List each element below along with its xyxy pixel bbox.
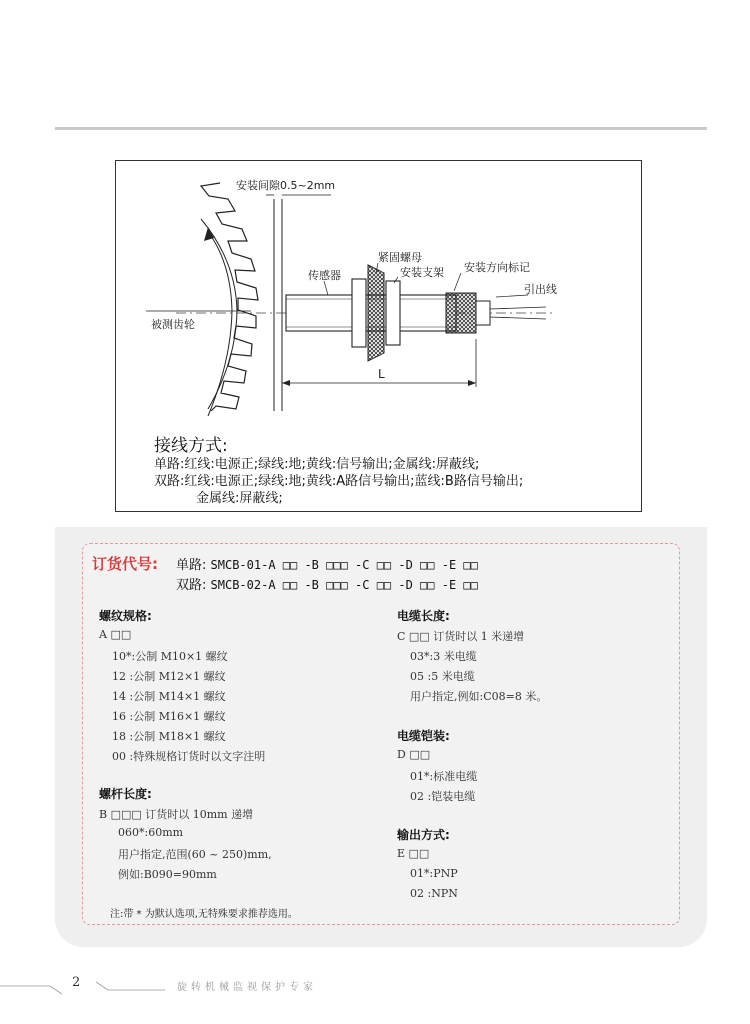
rod-item: 060*:60mm — [118, 826, 184, 839]
thread-item: 16 :公制 M16×1 螺纹 — [112, 710, 226, 723]
gear-label: 被测齿轮 — [151, 318, 195, 331]
nut-label: 紧固螺母 — [378, 251, 422, 264]
rod-item: 用户指定,范围(60 ~ 250)mm, — [118, 848, 272, 861]
armor-item: 02 :铠装电缆 — [410, 790, 476, 803]
page-number: 2 — [72, 975, 81, 990]
top-divider — [55, 127, 707, 130]
rod-code: B □□□ 订货时以 10mm 递增 — [99, 808, 254, 821]
dual-label: 双路: — [176, 578, 207, 593]
output-item: 01*:PNP — [410, 867, 458, 880]
cable-length-heading: 电缆长度: — [397, 609, 450, 623]
direction-mark-label: 安装方向标记 — [464, 261, 530, 274]
thread-item: 10*:公制 M10×1 螺纹 — [112, 650, 228, 663]
wiring-single: 单路:红线:电源正;绿线:地;黄线:信号输出;金属线:屏蔽线; — [154, 457, 480, 472]
output-item: 02 :NPN — [410, 887, 458, 900]
thread-code: A □□ — [99, 628, 132, 641]
footer-slogan: 旋转机械监视保护专家 — [177, 982, 317, 993]
cable-length-item: 用户指定,例如:C08=8 米。 — [410, 690, 548, 703]
footer-lines — [0, 966, 200, 996]
sensor-label: 传感器 — [308, 269, 341, 282]
single-code: SMCB-01-A □□ -B □□□ -C □□ -D □□ -E □□ — [210, 558, 478, 572]
armor-code: D □□ — [397, 748, 431, 761]
armor-heading: 电缆铠装: — [397, 729, 450, 743]
bracket-label: 安装支架 — [400, 266, 444, 279]
cable-length-code: C □□ 订货时以 1 米递增 — [397, 630, 525, 643]
wiring-title: 接线方式: — [154, 436, 228, 456]
length-label: L — [378, 367, 385, 381]
wiring-dual: 双路:红线:电源正;绿线:地;黄线:A路信号输出;蓝线:B路信号输出; — [154, 474, 524, 489]
order-title: 订货代号: — [92, 555, 158, 573]
lead-wire-label: 引出线 — [524, 283, 557, 296]
output-heading: 输出方式: — [397, 828, 450, 842]
installation-diagram — [115, 160, 642, 512]
order-dual-row — [176, 574, 478, 593]
thread-item: 14 :公制 M14×1 螺纹 — [112, 690, 226, 703]
armor-item: 01*:标准电缆 — [410, 770, 478, 783]
default-note: 注:带 * 为默认选项,无特殊要求推荐选用。 — [110, 909, 298, 920]
thread-item: 12 :公制 M12×1 螺纹 — [112, 670, 226, 683]
cable-length-item: 05 :5 米电缆 — [410, 670, 475, 683]
thread-item: 18 :公制 M18×1 螺纹 — [112, 730, 226, 743]
gap-label: 安装间隙0.5~2mm — [236, 179, 336, 192]
thread-item: 00 :特殊规格订货时以文字注明 — [112, 750, 266, 763]
single-label: 单路: — [176, 558, 207, 573]
rod-heading: 螺杆长度: — [99, 787, 152, 801]
gear-outline — [201, 183, 258, 411]
output-code: E □□ — [397, 847, 430, 860]
thread-heading: 螺纹规格: — [99, 609, 152, 623]
order-single-row — [176, 554, 478, 573]
rod-item: 例如:B090=90mm — [118, 868, 217, 881]
dual-code: SMCB-02-A □□ -B □□□ -C □□ -D □□ -E □□ — [210, 578, 478, 592]
cable-length-item: 03*:3 米电缆 — [410, 650, 477, 663]
wiring-dual-cont: 金属线:屏蔽线; — [196, 491, 283, 506]
